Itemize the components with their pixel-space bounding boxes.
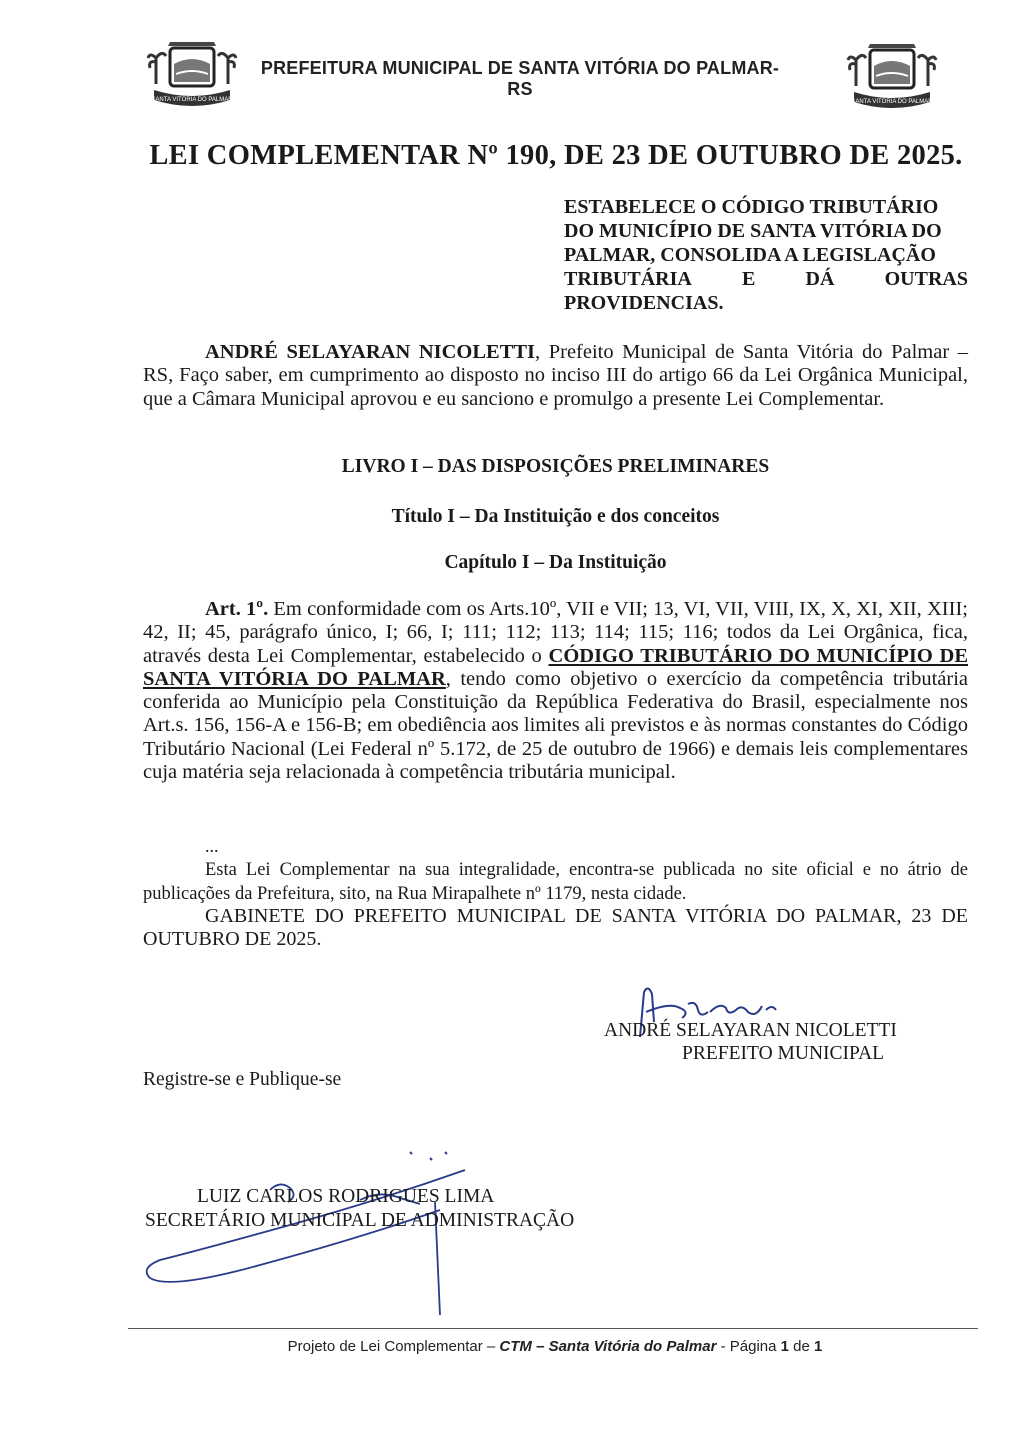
ementa-line-1: ESTABELECE O CÓDIGO TRIBUTÁRIO — [564, 196, 939, 218]
signatory-1-name: ANDRÉ SELAYARAN NICOLETTI — [604, 1020, 897, 1041]
ementa-word: E — [742, 268, 756, 290]
article-1-text-a: Em conformidade com os Arts.10º, VII e VII; 13, VI, VII, VIII, IX, X, XI, XII, XIII; 42, II; 45, parágrafo único, I; 66, I; 111; 112; 113; 114; 115; 116; todos da Lei Orgânica, fica, através desta Lei Complementar, estabelecido o — [143, 598, 968, 667]
ementa-line-5: PROVIDENCIAS. — [564, 292, 724, 314]
ementa-line-2: DO MUNICÍPIO DE SANTA VITÓRIA DO — [564, 220, 942, 242]
ementa-word: DÁ — [805, 268, 835, 290]
ementa-line-4 — [564, 267, 968, 291]
mayor-name: ANDRÉ SELAYARAN NICOLETTI — [205, 341, 536, 363]
municipal-crest-left — [146, 38, 238, 116]
footer-total-pages: 1 — [814, 1338, 823, 1355]
ementa-line-3: PALMAR, CONSOLIDA A LEGISLAÇÃO — [564, 244, 936, 266]
footer-page-word: - Página — [716, 1338, 781, 1355]
preamble-paragraph — [143, 341, 968, 411]
capitulo-heading: Capítulo I – Da Instituição — [444, 552, 667, 573]
crest-left-ribbon-text: SANTA VITÓRIA DO PALMAR — [151, 97, 233, 103]
ementa-word: OUTRAS — [884, 268, 968, 290]
crest-right-ribbon-text: SANTA VITÓRIA DO PALMAR — [851, 99, 933, 105]
publication-note: Esta Lei Complementar na sua integralidade, encontra-se publicada no site oficial e no átrio de publicações da Prefeitura, sito, na Rua Mirapalhete nº 1179, nesta cidade. — [143, 860, 968, 904]
signatory-1-role: PREFEITO MUNICIPAL — [682, 1043, 885, 1064]
signatory-2-role: SECRETÁRIO MUNICIPAL DE ADMINISTRAÇÃO — [145, 1210, 575, 1231]
gabinete-paragraph: GABINETE DO PREFEITO MUNICIPAL DE SANTA VITÓRIA DO PALMAR, 23 DE OUTUBRO DE 2025. — [143, 905, 968, 950]
footer-divider — [128, 1328, 978, 1329]
footer-page-number: 1 — [780, 1338, 789, 1355]
article-1-label: Art. 1º. — [205, 598, 269, 620]
signatory-2-name: LUIZ CARLOS RODRIGUES LIMA — [197, 1186, 495, 1207]
preamble-text: , Prefeito Municipal de Santa Vitória do Palmar – RS, Faço saber, em cumprimento ao disposto no inciso III do artigo 66 da Lei Orgânica Municipal, que a Câmara Municipal aprovou e eu sanciono e promulgo a presente Lei Complementar. — [143, 341, 968, 410]
law-ementa — [564, 195, 968, 315]
omission-ellipsis: ... — [205, 836, 219, 856]
article-1-code-name: CÓDIGO TRIBUTÁRIO DO MUNICÍPIO DE SANTA VITÓRIA DO PALMAR — [143, 644, 968, 690]
article-1-paragraph — [143, 598, 968, 784]
titulo-heading: Título I – Da Instituição e dos conceitos — [391, 506, 720, 527]
municipal-crest-right — [846, 40, 938, 118]
municipality-header-title: PREFEITURA MUNICIPAL DE SANTA VITÓRIA DO PALMAR-RS — [260, 58, 780, 99]
article-1-text-b: , tendo como objetivo o exercício da competência tributária conferida ao Município pela Constituição da República Federativa do Brasil, especialmente nos Art.s. 156, 156-A e 156-B; em obediência aos limites ali previstos e às normas constantes do Código Tributário Nacional (Lei Federal nº 5.172, de 25 de outubro de 1966) e demais leis complementares cuja matéria seja relacionada à competência tributária municipal. — [143, 667, 968, 784]
law-title: LEI COMPLEMENTAR Nº 190, DE 23 DE OUTUBRO DE 2025. — [149, 140, 963, 171]
register-note: Registre-se e Publique-se — [143, 1069, 342, 1090]
footer — [200, 1338, 910, 1355]
footer-ctm: CTM – Santa Vitória do Palmar — [499, 1338, 717, 1355]
footer-prefix: Projeto de Lei Complementar – — [287, 1338, 500, 1355]
ementa-word: TRIBUTÁRIA — [564, 268, 692, 290]
footer-of-word: de — [788, 1338, 815, 1355]
livro-heading: LIVRO I – DAS DISPOSIÇÕES PRELIMINARES — [341, 456, 770, 477]
